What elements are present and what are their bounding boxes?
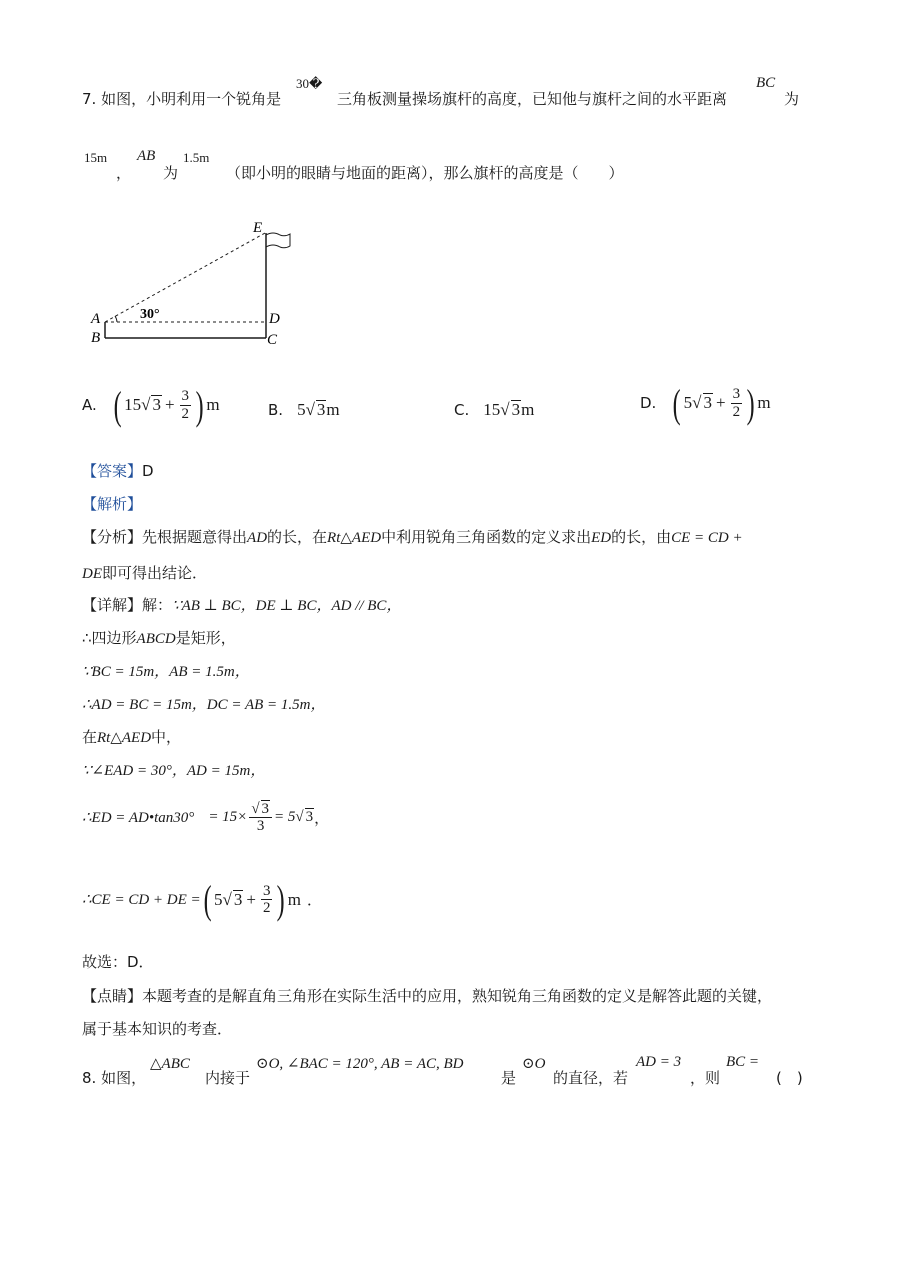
option-a-rad: 3 <box>152 395 161 415</box>
option-b-unit: m <box>326 400 340 419</box>
q7-wei: 为 <box>163 164 179 182</box>
label-b: B <box>91 330 101 346</box>
option-c-label: C. <box>454 401 470 419</box>
analysis-label: 【解析】 <box>82 495 143 513</box>
label-angle-30: 30° <box>140 307 160 322</box>
q7-15m: 15m <box>84 150 108 165</box>
q7-line1 <box>82 88 281 109</box>
q7-ab-sup: AB <box>137 148 156 164</box>
q7-bc-sup: BC <box>756 75 776 91</box>
step5-line: 在Rt△AED中， <box>82 728 182 746</box>
q8-neijie: 内接于 <box>205 1069 251 1087</box>
option-b-label: B. <box>268 401 284 419</box>
option-c-rad: 3 <box>511 400 521 420</box>
option-c-unit: m <box>521 400 535 419</box>
xiangjie-line: 【详解】解：∵AB ⊥ BC，DE ⊥ BC，AD // BC， <box>82 596 402 614</box>
answer-line <box>82 460 154 481</box>
label-c: C <box>267 332 278 348</box>
q8-cond: ⊙O, ∠BAC = 120°, AB = AC, BD <box>256 1056 464 1072</box>
answer-value: D <box>142 462 154 480</box>
q7-stem-end: 为 <box>784 90 800 108</box>
xiangjie-label: 【详解】 <box>82 596 143 614</box>
q8-tri: △ABC <box>150 1056 190 1072</box>
step8-line: ∴CE = CD + DE = ( 5 √ 3 + $\frac{3}{2}$ ) m ． <box>82 877 323 922</box>
step6-line: ∵∠EAD = 30°，AD = 15m， <box>82 763 266 779</box>
dianjing-line1: 【点睛】本题考查的是解直角三角形在实际生活中的应用，熟知锐角三角函数的定义是解答此题的关键， <box>82 987 773 1005</box>
q8-prefix: 8. 如图， <box>82 1069 147 1087</box>
dianjing-label: 【点睛】 <box>82 987 143 1005</box>
option-d[interactable]: D. ( 5 √ 3 + $\frac{3}{2}$ ) m <box>640 380 771 426</box>
label-d: D <box>269 311 280 327</box>
option-b-rad: 3 <box>316 400 326 420</box>
option-a-unit: m <box>206 395 220 414</box>
option-c-coef: 15 <box>483 400 501 419</box>
option-a-label: A. <box>82 396 97 414</box>
step7-line: ∴ED = AD•tan30° = 15× $\frac{√ 3}{3}$ = 5 √ 3 ， <box>82 800 330 834</box>
step2-line: ∴四边形ABCD是矩形， <box>82 629 236 647</box>
option-d-coef: 5 <box>683 393 693 412</box>
q8-shi: 是 <box>501 1069 517 1087</box>
step4-line: ∴AD = BC = 15m，DC = AB = 1.5m， <box>82 697 326 713</box>
q7-stem-prefix: 7. 如图，小明利用一个锐角是 <box>82 90 282 108</box>
q7-stem-mid: 三角板测量操场旗杆的高度，已知他与旗杆之间的水平距离 <box>337 90 728 108</box>
label-e: E <box>253 220 263 236</box>
option-a-plus: + <box>164 395 175 414</box>
option-c[interactable]: C. 15 √ 3 m <box>454 400 535 420</box>
fenxi-label: 【分析】 <box>82 528 143 546</box>
option-d-rad: 3 <box>703 393 712 413</box>
option-d-frac: $\frac{3}{2}$ <box>732 386 741 420</box>
flagpole-figure <box>85 215 300 350</box>
dianjing-line2: 属于基本知识的考查． <box>82 1020 233 1038</box>
label-a: A <box>91 311 101 327</box>
q8-circ: ⊙O <box>522 1056 546 1072</box>
option-a[interactable]: A. ( 15 √ 3 + $\frac{3}{2}$ ) m <box>82 382 220 428</box>
guxuan-line: 故选：D． <box>82 953 154 971</box>
q7-angle-sup: 30� <box>296 76 323 91</box>
option-b-coef: 5 <box>297 400 306 419</box>
q7-comma: ， <box>116 164 132 182</box>
option-a-coef: 15 <box>124 395 142 414</box>
q7-15m-2: 1.5m <box>183 150 210 165</box>
sqrt3-over-3: $\frac{√ 3}{3}$ <box>249 800 272 835</box>
option-b[interactable]: B. 5 √ 3 m <box>268 400 340 420</box>
fenxi-line1: 【分析】先根据题意得出AD的长，在Rt△AED中利用锐角三角函数的定义求出ED的长，由CE = CD + <box>82 528 743 546</box>
step3-line: ∵BC = 15m，AB = 1.5m， <box>82 664 250 680</box>
option-a-frac: $\frac{3}{2}$ <box>181 388 190 422</box>
q7-stem-rest: （即小明的眼睛与地面的距离），那么旗杆的高度是（ ） <box>226 164 624 182</box>
line-ae-dashed <box>105 233 265 322</box>
option-d-unit: m <box>757 393 771 412</box>
q8-bc: BC = <box>726 1054 760 1070</box>
q8-ad3: AD = 3 <box>636 1054 682 1070</box>
q8-paren: ( ) <box>776 1069 803 1087</box>
q8-zhijing: 的直径，若 <box>553 1069 629 1087</box>
answer-label: 【答案】 <box>82 462 143 480</box>
q8-ze: ，则 <box>690 1069 721 1087</box>
fenxi-line2: DE即可得出结论． <box>82 564 208 582</box>
angle-arc <box>115 316 117 322</box>
option-d-plus: + <box>716 393 726 412</box>
option-d-label: D. <box>640 394 657 412</box>
flag-shape <box>266 233 290 248</box>
